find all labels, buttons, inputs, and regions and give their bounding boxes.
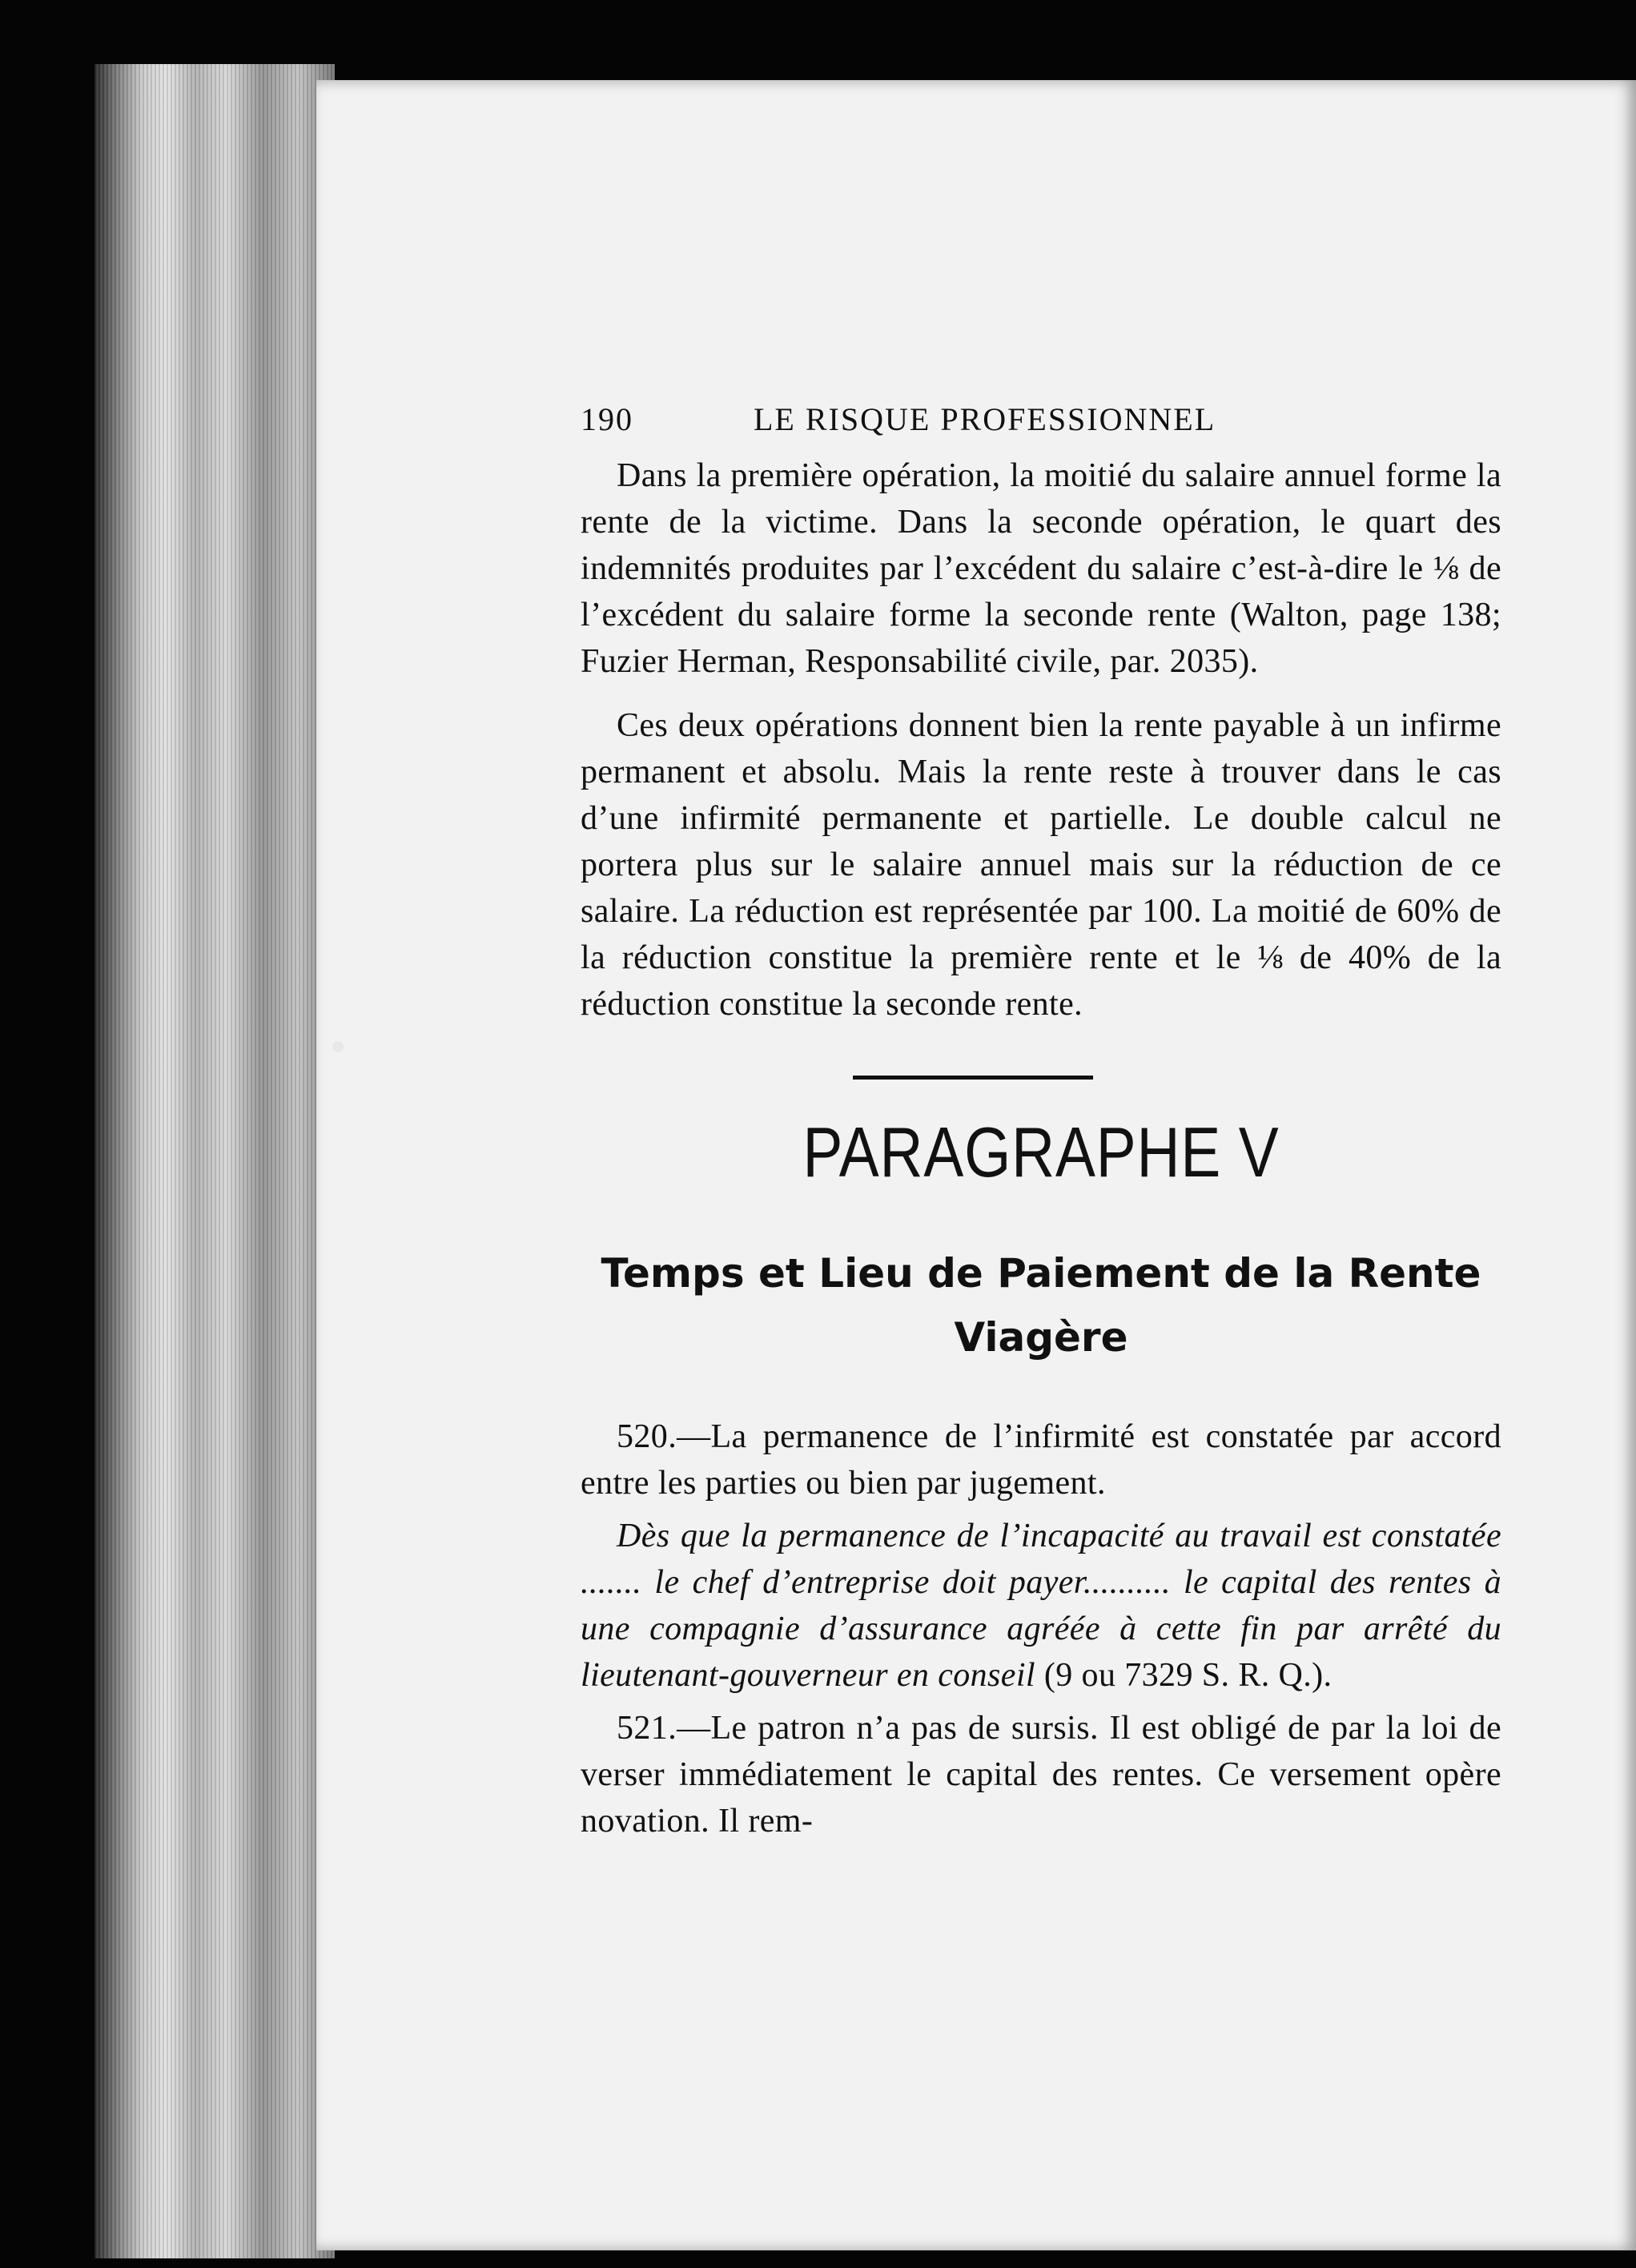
- page-speck: [332, 1041, 344, 1052]
- page-content: [581, 400, 1501, 1844]
- page-number: 190: [581, 401, 633, 437]
- section-divider: [853, 1076, 1093, 1080]
- section-heading: PARAGRAPHE V: [802, 1112, 1280, 1192]
- running-title: LE RISQUE PROFESSIONNEL: [754, 401, 1216, 437]
- paragraph-521: 521.—Le patron n’a pas de sursis. Il est obligé de par la loi de verser immédiatement le capital des rentes. Ce versement opère novation. Il rem-: [581, 1710, 1501, 1840]
- quote-reference: (9 ou 7329 S. R. Q.).: [1035, 1657, 1333, 1694]
- quote-text: Dès que la permanence de l’incapacité au travail est constatée ....... le chef d’entreprise doit payer.......... le capital des rentes à une compagnie d’assurance agréée à cette fin par arrêté du lieutenant-gouverneur en conseil: [581, 1518, 1501, 1694]
- book-page-edges: [94, 64, 335, 2258]
- section-title: Temps et Lieu de Paiement de la Rente Viagère: [601, 1250, 1481, 1361]
- paragraph-quote: [581, 1513, 1501, 1699]
- book-page: [316, 80, 1636, 2250]
- running-header: [581, 400, 1501, 438]
- paragraph-1: Dans la première opération, la moitié du salaire annuel forme la rente de la victime. Dans la seconde opération, le quart des indemnités produites par l’excédent du salaire c’est-à-dire le ⅛ de l’excédent du salaire forme la seconde rente (Walton, page 138; Fuzier Herman, Responsabilité civile, par. 2035).: [581, 457, 1501, 680]
- paragraph-2: Ces deux opérations donnent bien la rente payable à un infirme permanent et absolu. Mais la rente reste à trouver dans le cas d’une infirmité permanente et partielle. Le double calcul ne portera plus sur le salaire annuel mais sur la réduction de ce salaire. La réduction est représentée par 100. La moitié de 60% de la réduction constitue la première rente et le ⅛ de 40% de la réduction constitue la seconde rente.: [581, 707, 1501, 1023]
- paragraph-520: 520.—La permanence de l’infirmité est constatée par accord entre les parties ou bien par jugement.: [581, 1418, 1501, 1502]
